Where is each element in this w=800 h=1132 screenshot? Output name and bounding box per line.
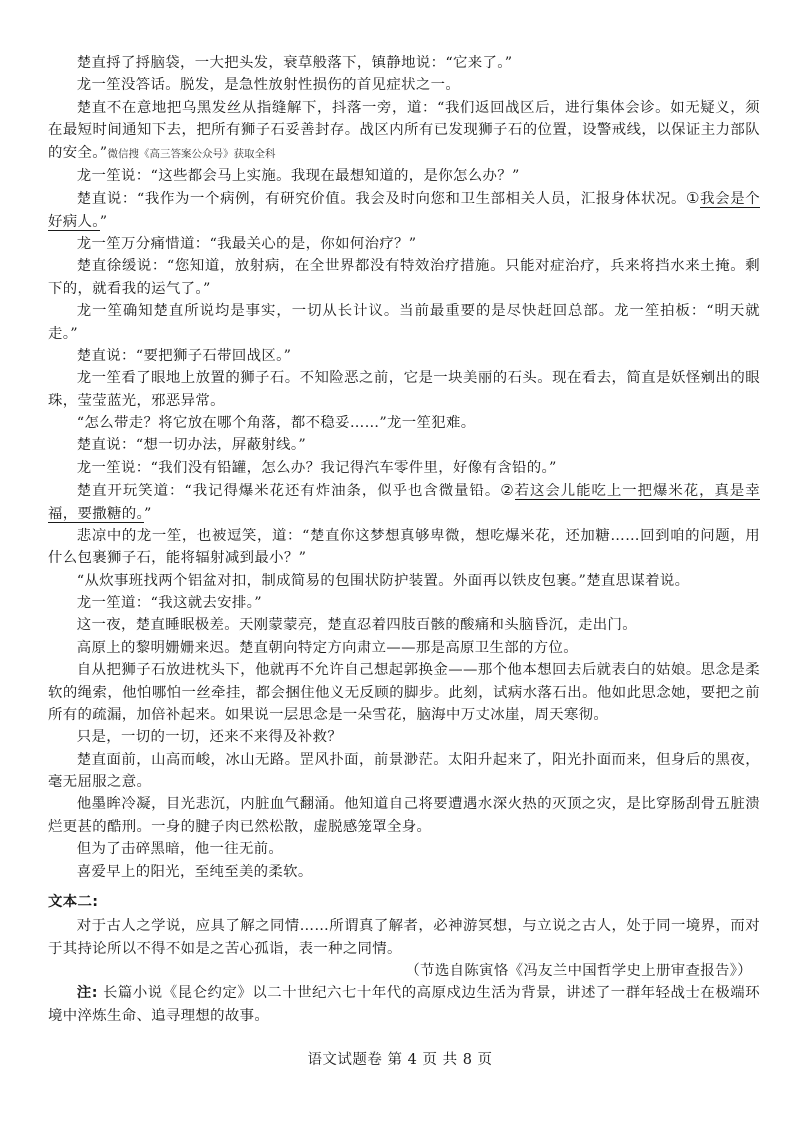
note-label: 注: [76, 985, 98, 1002]
paragraph [48, 479, 760, 525]
paragraph [48, 187, 760, 233]
paragraph [48, 434, 760, 456]
paragraph-text: 楚直面前，山高而峻，冰山无路。罡风扑面，前景渺茫。太阳升起来了，阳光扑面而来，但身后的黑夜，毫无屈服之意。 [48, 751, 760, 790]
paragraph-text: 龙一笙说：“我们没有铅罐，怎么办？我记得汽车零件里，好像有含铅的。” [76, 459, 557, 476]
paragraph [48, 726, 760, 748]
paragraph [48, 793, 760, 838]
paragraph [48, 165, 760, 187]
paragraph-text: 龙一笙确知楚直所说均是事实，一切从长计议。当前最重要的是尽快赶回总部。龙一笙拍板：“明天就走。” [48, 303, 760, 342]
paragraph-text: 龙一笙说：“这些都会马上实施。我现在最想知道的，是你怎么办？” [76, 167, 520, 184]
paragraph [48, 838, 760, 860]
paragraph [48, 659, 760, 726]
text2-body: 对于古人之学说，应具了解之同情……所谓真了解者，必神游冥想，与立说之古人，处于同一境界，而对于其持论所以不得不如是之苦心孤诣，表一种之同情。 [48, 918, 760, 957]
paragraph-text: 楚直捋了捋脑袋，一大把头发，衰草般落下，镇静地说：“它来了。” [76, 55, 513, 71]
paragraph [48, 52, 760, 74]
paragraph-text: 悲凉中的龙一笙，也被逗笑，道：“楚直你这梦想真够卑微，想吃爆米花，还加糖……回到咱的问题，用什么包裹狮子石，能将辐射减到最小？” [48, 527, 760, 567]
watermark-text: 微信搜《高三答案公众号》获取全科 [107, 147, 276, 160]
paragraph-text: 高原上的黎明姗姗来迟。楚直朝向特定方向肃立——那是高原卫生部的方位。 [76, 639, 578, 656]
paragraph-text: 自从把狮子石放进枕头下，他就再不允许自己想起郭换金——那个他本想回去后就表白的姑娘。思念是柔软的绳索，他怕哪怕一丝牵挂，都会捆住他义无反顾的脚步。此刻，试病水落石出。他如此思念她，要把之前所有的疏漏，加倍补起来。如果说一层思念是一朵雪花，脑海中万丈冰崖，周天寒彻。 [48, 662, 760, 723]
paragraph-text: 只是，一切的一切，还来不来得及补救？ [76, 729, 343, 746]
paragraph [48, 412, 760, 434]
note [48, 982, 760, 1027]
paragraph-text: 他墨眸冷凝，目光悲沉，内脏血气翻涌。他知道自己将要遭遇水深火热的灭顶之灾，是比穿肠刮骨五脏溃烂更甚的酷刑。一身的腱子肉已然松散，虚脱感笼罩全身。 [48, 796, 760, 835]
closing-quote: ” [144, 505, 152, 522]
paragraph [48, 74, 760, 96]
closing-quote: ” [99, 213, 108, 230]
paragraph [48, 97, 760, 165]
text2-source: （节选自陈寅恪《冯友兰中国哲学史上册审查报告》） [405, 963, 752, 979]
paragraph-text: 这一夜，楚直睡眠极差。天刚蒙蒙亮，楚直忍着四肢百骸的酸痛和头脑昏沉，走出门。 [76, 617, 637, 634]
paragraph-text: 楚直说：“我作为一个病例，有研究价值。我会及时向您和卫生部相关人员，汇报身体状况。 [76, 191, 687, 208]
paragraph-text: 楚直说：“要把狮子石带回战区。” [76, 347, 292, 364]
question-marker-1: ① [686, 189, 701, 208]
page-footer: 语文试题卷 第 4 页 共 8 页 [307, 1052, 493, 1068]
paragraph-text: “怎么带走？将它放在哪个角落，都不稳妥……”龙一笙犯难。 [76, 415, 476, 431]
text2-title: 文本二: [48, 893, 99, 910]
paragraph [48, 300, 760, 345]
paragraph [48, 345, 760, 367]
paragraph [48, 457, 760, 479]
paragraph [48, 614, 760, 636]
note-body: 长篇小说《昆仑约定》以二十世纪六七十年代的高原戍边生活为背景，讲述了一群年轻战士在极端环境中淬炼生命、追寻理想的故事。 [48, 985, 760, 1024]
paragraph [48, 255, 760, 300]
paragraph-text: 楚直说：“想一切办法，屏蔽射线。” [76, 437, 307, 454]
paragraph-text: 喜爱早上的阳光，至纯至美的柔软。 [76, 863, 313, 880]
question-marker-2: ② [500, 481, 515, 500]
underlined-sentence-2: 若这会儿能吃上一把爆米花，真是幸福，要撒糖的。 [48, 483, 760, 522]
paragraph-text: 龙一笙万分痛惜道：“我最关心的是，你如何治疗？” [76, 236, 417, 252]
paragraph [48, 233, 760, 255]
underlined-sentence-1: 我会是个好病人。 [48, 191, 760, 230]
paragraph [48, 749, 760, 794]
paragraph-text: 楚直徐缓说：“您知道，放射病，在全世界都没有特效治疗措施。只能对症治疗，兵来将挡水来土掩。剩下的，就看我的运气了。” [48, 258, 760, 297]
passage-text [48, 52, 760, 1027]
paragraph [48, 570, 760, 592]
paragraph [48, 525, 760, 570]
paragraph [48, 592, 760, 614]
paragraph-text: “从炊事班找两个铝盆对扣，制成简易的包围状防护装置。外面再以铁皮包裹。”楚直思谋着说。 [76, 572, 690, 589]
paragraph [48, 367, 760, 412]
paragraph-text: 楚直不在意地把乌黑发丝从指缝解下，抖落一旁，道：“我们返回战区后，进行集体会诊。如无疑义，须在最短时间通知下去，把所有狮子石妥善封存。战区内所有已发现狮子石的位置，设警戒线，以保证主力部队的安全。” [48, 99, 760, 161]
paragraph-text: 龙一笙看了眼地上放置的狮子石。不知险恶之前，它是一块美丽的石头。现在看去，简直是妖怪剜出的眼珠，莹莹蓝光，邪恶异常。 [48, 370, 760, 409]
paragraph-text: 龙一笙没答话。脱发，是急性放射性损伤的首见症状之一。 [76, 77, 461, 94]
paragraph [48, 861, 760, 883]
paragraph-text: 楚直开玩笑道：“我记得爆米花还有炸油条，似乎也含微量铅。 [76, 483, 501, 500]
paragraph [48, 637, 760, 659]
paragraph-text: 但为了击碎黑暗，他一往无前。 [76, 841, 284, 858]
paragraph-text: 龙一笙道：“我这就去安排。” [76, 595, 262, 611]
